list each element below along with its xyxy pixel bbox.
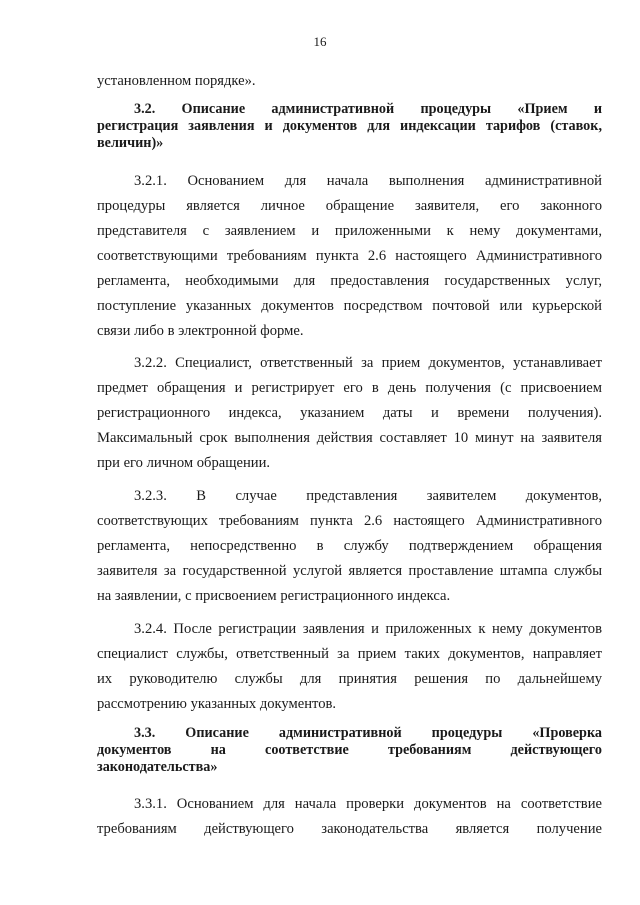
text-line: поступление указанных документов посредством почтовой или курьерской	[97, 298, 602, 314]
text-line: на заявлении, с присвоением регистрационного индекса.	[97, 588, 451, 604]
text-line: связи либо в электронной форме.	[97, 323, 304, 339]
text-line: соответствующих требованиям пункта 2.6 настоящего Административного	[97, 513, 602, 529]
text-line: их руководителю службы для принятия решения по дальнейшему	[97, 671, 602, 687]
text-line: при его личном обращении.	[97, 455, 271, 471]
paragraph-3-2-1	[97, 169, 602, 344]
text-line: 3.2.1. Основанием для начала выполнения административной	[134, 173, 602, 189]
text-line: 3.2.3. В случае представления заявителем документов,	[134, 488, 602, 504]
text-line: заявителя за государственной услугой является проставление штампа службы	[97, 563, 602, 579]
heading-line: законодательства»	[97, 759, 218, 775]
text-line: Максимальный срок выполнения действия составляет 10 минут на заявителя	[97, 430, 602, 446]
intro-line	[97, 70, 602, 93]
text-line: процедуры является личное обращение заявителя, его законного	[97, 198, 602, 214]
text-line: регламента, необходимыми для предоставления государственных услуг,	[97, 273, 602, 289]
text-line: 3.2.4. После регистрации заявления и приложенных к нему документов	[134, 621, 602, 637]
paragraph-3-2-2	[97, 351, 602, 476]
text-line: регистрационного индекса, указанием даты и времени получения).	[97, 405, 602, 421]
paragraph-3-2-3	[97, 484, 602, 609]
heading-line: регистрация заявления и документов для индексации тарифов (ставок,	[97, 118, 602, 134]
section-3-3-heading	[97, 725, 602, 776]
page-number: 16	[313, 34, 327, 49]
text-line: требованиям действующего законодательства является получение	[97, 821, 602, 837]
section-3-2-heading	[97, 101, 602, 152]
text-line: регламента, непосредственно в службу подтверждением обращения	[97, 538, 602, 554]
paragraph-3-2-4	[97, 617, 602, 717]
heading-line: 3.3. Описание административной процедуры «Проверка	[134, 725, 602, 741]
text-line: соответствующими требованиям пункта 2.6 настоящего Административного	[97, 248, 602, 264]
text-line: 3.2.2. Специалист, ответственный за прием документов, устанавливает	[134, 355, 602, 371]
page-content	[97, 70, 602, 842]
heading-line: величин)»	[97, 135, 164, 151]
heading-line: документов на соответствие требованиям действующего	[97, 742, 602, 758]
heading-line: 3.2. Описание административной процедуры «Прием и	[134, 101, 602, 117]
text-line: установленном порядке».	[97, 73, 256, 89]
paragraph-3-3-1	[97, 792, 602, 842]
text-line: 3.3.1. Основанием для начала проверки документов на соответствие	[134, 796, 602, 812]
text-line: предмет обращения и регистрирует его в день получения (с присвоением	[97, 380, 602, 396]
text-line: специалист службы, ответственный за прием таких документов, направляет	[97, 646, 602, 662]
text-line: рассмотрению указанных документов.	[97, 696, 337, 712]
text-line: представителя с заявлением и приложенными к нему документами,	[97, 223, 602, 239]
